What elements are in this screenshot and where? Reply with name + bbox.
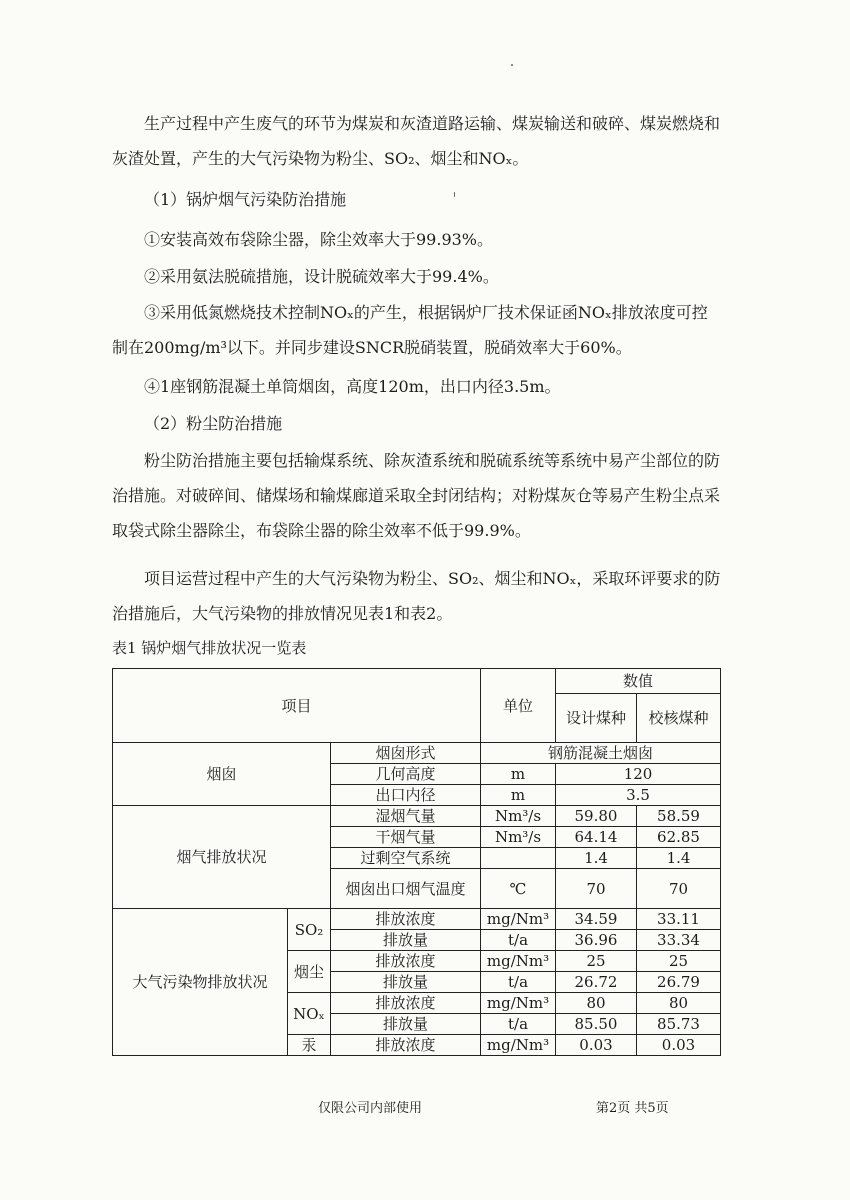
paragraph-emission-sources: 生产过程中产生废气的环节为煤炭和灰渣道路运输、煤炭输送和破碎、煤炭燃烧和灰渣处置，产生的大气污染物为粉尘、SO₂、烟尘和NOₓ。 <box>112 114 721 168</box>
row-unit: mg/Nm³ <box>481 993 556 1014</box>
row-unit: ℃ <box>481 869 556 909</box>
row-label: 排放量 <box>331 972 481 993</box>
row-design: 26.72 <box>556 972 637 993</box>
row-label: 出口内径 <box>331 785 481 806</box>
chimney-diameter-value: 3.5 <box>556 785 721 806</box>
row-unit: Nm³/s <box>481 827 556 848</box>
row-design: 59.80 <box>556 806 637 827</box>
table-row <box>113 909 721 930</box>
header-unit: 单位 <box>481 669 556 743</box>
row-unit: m <box>481 764 556 785</box>
table-caption: 表1 锅炉烟气排放状况一览表 <box>112 639 307 657</box>
row-design: 0.03 <box>556 1035 637 1056</box>
row-design: 80 <box>556 993 637 1014</box>
table-row <box>113 743 721 764</box>
row-label: 排放浓度 <box>331 909 481 930</box>
row-check: 70 <box>637 869 721 909</box>
chimney-form-value: 钢筋混凝土烟囱 <box>481 743 721 764</box>
row-unit: mg/Nm³ <box>481 909 556 930</box>
header-item: 项目 <box>113 669 481 743</box>
group-chimney: 烟囱 <box>113 743 331 806</box>
measure-desulfurization: ②采用氨法脱硫措施，设计脱硫效率大于99.4%。 <box>144 267 499 286</box>
row-unit: m <box>481 785 556 806</box>
row-check: 85.73 <box>637 1014 721 1035</box>
footer-page-number: 第2页 共5页 <box>596 1101 669 1116</box>
row-design: 64.14 <box>556 827 637 848</box>
chimney-height-value: 120 <box>556 764 721 785</box>
group-pollutant: 大气污染物排放状况 <box>113 909 288 1056</box>
row-design: 1.4 <box>556 848 637 869</box>
row-check: 80 <box>637 993 721 1014</box>
row-check: 62.85 <box>637 827 721 848</box>
row-unit: mg/Nm³ <box>481 1035 556 1056</box>
subgroup-soot: 烟尘 <box>288 951 331 993</box>
measure-dust-collector: ①安装高效布袋除尘器，除尘效率大于99.93%。 <box>144 230 494 249</box>
row-design: 36.96 <box>556 930 637 951</box>
row-unit <box>481 848 556 869</box>
row-check: 58.59 <box>637 806 721 827</box>
row-check: 1.4 <box>637 848 721 869</box>
paragraph-pollutant-summary: 项目运营过程中产生的大气污染物为粉尘、SO₂、烟尘和NOₓ，采取环评要求的防治措施后，大气污染物的排放情况见表1和表2。 <box>112 569 721 623</box>
header-design-coal: 设计煤种 <box>556 694 637 743</box>
heading-dust-measures: （2）粉尘防治措施 <box>144 414 283 433</box>
heading-boiler-measures: （1）锅炉烟气污染防治措施 <box>144 190 347 209</box>
row-label: 排放量 <box>331 1014 481 1035</box>
row-label: 排放浓度 <box>331 1035 481 1056</box>
row-label: 烟囱形式 <box>331 743 481 764</box>
footer-confidential: 仅限公司内部使用 <box>318 1101 423 1116</box>
measure-chimney: ④1座钢筋混凝土单筒烟囱，高度120m，出口内径3.5m。 <box>144 377 561 396</box>
scan-speck <box>454 192 455 197</box>
row-unit: t/a <box>481 972 556 993</box>
row-check: 25 <box>637 951 721 972</box>
header-check-coal: 校核煤种 <box>637 694 721 743</box>
row-unit: t/a <box>481 1014 556 1035</box>
row-label: 几何高度 <box>331 764 481 785</box>
row-design: 85.50 <box>556 1014 637 1035</box>
scan-speck <box>511 64 513 66</box>
subgroup-nox: NOₓ <box>288 993 331 1035</box>
subgroup-mercury: 汞 <box>288 1035 331 1056</box>
table-row <box>113 806 721 827</box>
subgroup-so2: SO₂ <box>288 909 331 951</box>
paragraph-dust-measures: 粉尘防治措施主要包括输煤系统、除灰渣系统和脱硫系统等系统中易产尘部位的防治措施。对破碎间、储煤场和输煤廊道采取全封闭结构；对粉煤灰仓等易产生粉尘点采取袋式除尘器除尘，布袋除尘器的除尘效率不低于99.9%。 <box>112 451 721 540</box>
emission-table <box>112 668 721 1056</box>
row-check: 33.34 <box>637 930 721 951</box>
row-design: 70 <box>556 869 637 909</box>
measure-low-nox: ③采用低氮燃烧技术控制NOₓ的产生，根据锅炉厂技术保证函NOₓ排放浓度可控制在200mg/m³以下。并同步建设SNCR脱硝装置，脱硝效率大于60%。 <box>112 303 708 357</box>
row-unit: mg/Nm³ <box>481 951 556 972</box>
row-label: 干烟气量 <box>331 827 481 848</box>
row-unit: t/a <box>481 930 556 951</box>
row-label: 排放量 <box>331 930 481 951</box>
row-label: 湿烟气量 <box>331 806 481 827</box>
row-check: 26.79 <box>637 972 721 993</box>
row-label: 过剩空气系统 <box>331 848 481 869</box>
header-value: 数值 <box>556 669 721 694</box>
table-header-row <box>113 669 721 694</box>
row-label: 排放浓度 <box>331 993 481 1014</box>
row-check: 33.11 <box>637 909 721 930</box>
group-flue-gas: 烟气排放状况 <box>113 806 331 909</box>
row-unit: Nm³/s <box>481 806 556 827</box>
row-label: 排放浓度 <box>331 951 481 972</box>
row-check: 0.03 <box>637 1035 721 1056</box>
row-label: 烟囱出口烟气温度 <box>331 869 481 909</box>
row-design: 25 <box>556 951 637 972</box>
row-design: 34.59 <box>556 909 637 930</box>
